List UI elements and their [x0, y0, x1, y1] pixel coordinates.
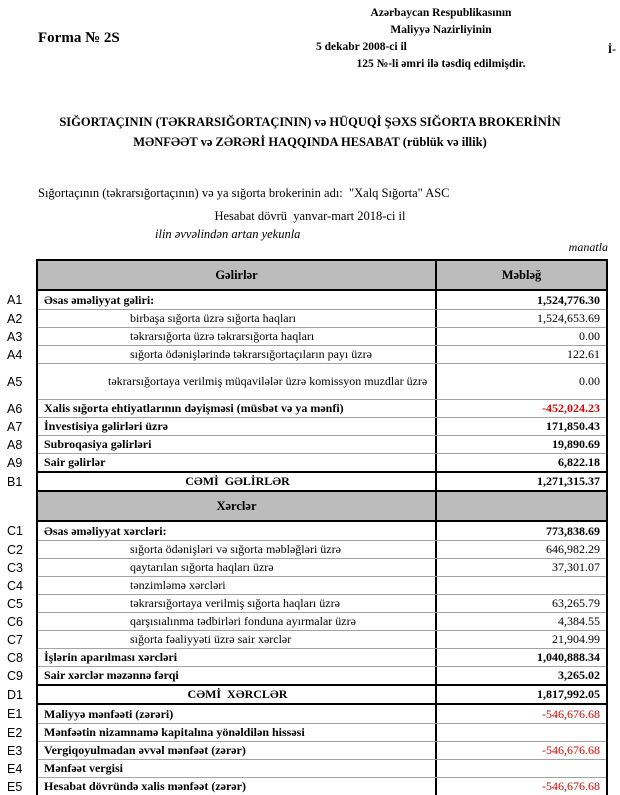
table-row-C8 [7, 648, 606, 666]
row-code: A7 [7, 419, 23, 434]
row-code: A6 [7, 401, 23, 416]
row-amount: 1,524,653.69 [537, 311, 600, 325]
approval-order-prefix: İ- [607, 44, 616, 56]
row-description: sığorta fəaliyyəti üzrə sair xərclər [38, 631, 437, 648]
income-section-header [38, 261, 606, 291]
row-description: Mənfəətin nizamnamə kapitalına yönəldilən hissəsi [38, 724, 437, 741]
row-description: qarşısıalınma tədbirləri fonduna ayırmalar üzrə [38, 613, 437, 630]
row-code: C8 [7, 650, 23, 665]
row-code: A3 [7, 329, 23, 344]
currency-note: manatla [568, 240, 608, 254]
row-code: C7 [7, 632, 23, 647]
row-amount: 122.61 [567, 347, 600, 361]
row-amount: 4,384.55 [558, 614, 600, 628]
row-description: Subroqasiya gəlirləri [38, 436, 437, 453]
row-description: qaytarılan sığorta haqları üzrə [38, 559, 437, 576]
row-amount: 1,040,888.34 [537, 650, 600, 664]
row-description: Vergiqoyulmadan əvvəl mənfəət (zərər) [38, 742, 437, 759]
table-row-C9 [7, 666, 606, 684]
row-code: A2 [7, 311, 23, 326]
row-amount: 63,265.79 [552, 596, 600, 610]
insurer-name-label: Sığortaçının (təkrarsığortaçının) və ya sığorta brokerinin adı: [38, 186, 343, 200]
table-row-A2 [7, 309, 606, 327]
cumulative-note: ilin əvvəlindən artan yekunla [155, 227, 301, 241]
row-description: İnvestisiya gəlirləri üzrə [38, 418, 437, 435]
row-amount: 0.00 [579, 329, 600, 343]
table-row-E3 [7, 741, 606, 759]
row-description: Mənfəət vergisi [38, 760, 437, 777]
row-description: tənzimləmə xərcləri [38, 577, 437, 594]
table-row-A1 [7, 291, 606, 309]
row-amount: 0.00 [579, 374, 600, 388]
row-amount: 646,982.29 [546, 542, 600, 556]
table-row-A5 [7, 363, 606, 399]
row-code: C6 [7, 614, 23, 629]
expense-header-amount-col [437, 492, 606, 520]
row-description: Sair xərclər məzənnə fərqi [38, 667, 437, 684]
row-code: B1 [7, 474, 23, 489]
row-amount: -546,676.68 [542, 706, 600, 721]
approval-line-4: 125 №-li əmri ilə təsdiq edilmişdir. [356, 58, 526, 70]
row-amount: 171,850.43 [546, 419, 600, 433]
row-code: A8 [7, 437, 23, 452]
row-code: A1 [7, 293, 23, 307]
row-code: C9 [7, 668, 23, 683]
row-description: təkrarsığortaya verilmiş sığorta haqları üzrə [38, 595, 437, 612]
table-row-E5 [7, 777, 606, 795]
row-description: birbaşa sığorta üzrə sığorta haqları [38, 310, 437, 327]
table-row-E4 [7, 759, 606, 777]
row-code: E4 [7, 761, 23, 776]
row-description: Əsas əməliyyat gəliri: [38, 291, 437, 309]
row-description: sığorta ödənişləri və sığorta məbləğləri üzrə [38, 541, 437, 558]
insurer-name-line [38, 186, 450, 201]
table-row-A3 [7, 327, 606, 345]
row-amount: -546,676.68 [542, 743, 600, 757]
insurer-name-value: "Xalq Sığorta" ASC [349, 186, 450, 200]
row-code: D1 [7, 687, 23, 702]
row-code: E3 [7, 743, 23, 758]
income-rows [7, 291, 606, 492]
table-row-A8 [7, 435, 606, 453]
row-amount: 19,890.69 [552, 437, 600, 451]
table-row-E1 [7, 705, 606, 723]
expense-section-header [38, 492, 606, 522]
row-amount: 37,301.07 [552, 560, 600, 574]
table-row-B1 [7, 471, 606, 492]
row-amount [437, 577, 606, 594]
table-row-D1 [7, 684, 606, 705]
expense-rows [7, 522, 606, 795]
row-description: sığorta ödənişlərində təkrarsığortaçıların payı üzrə [38, 346, 437, 363]
table-row-C7 [7, 630, 606, 648]
row-description: Hesabat dövründə xalis mənfəət (zərər) [38, 778, 437, 795]
document-title: SIĞORTAÇININ (TƏKRARSIĞORTAÇININ) və HÜQUQİ ŞƏXS SIĞORTA BROKERİNİN MƏNFƏƏT və ZƏRƏRİ HAQQINDA HESABAT (rüblük və illik) [59, 115, 561, 149]
table-row-C4 [7, 576, 606, 594]
row-amount [437, 724, 606, 741]
table-row-C2 [7, 540, 606, 558]
row-code: C2 [7, 542, 23, 557]
table-row-A7 [7, 417, 606, 435]
table-row-C5 [7, 594, 606, 612]
approval-line-1: Azərbaycan Respublikasının [370, 7, 512, 19]
row-code: E5 [7, 779, 23, 794]
row-amount: 21,904.99 [552, 632, 600, 646]
income-header-name-col: Gəlirlər [38, 261, 437, 289]
row-amount: 1,817,992.05 [537, 687, 600, 701]
approval-block [300, 5, 582, 73]
row-amount: 1,524,776.30 [537, 292, 600, 307]
row-code: A9 [7, 455, 23, 470]
form-code: Forma № 2S [38, 30, 120, 46]
row-description: Maliyyə mənfəəti (zərəri) [38, 705, 437, 723]
row-code: C1 [7, 524, 23, 538]
approval-line-2: Maliyyə Nazirliyinin [390, 24, 492, 36]
amount-header-col: Məbləğ [501, 267, 542, 282]
row-description: təkrarsığorta üzrə təkrarsığorta haqları [38, 328, 437, 345]
row-code: C4 [7, 578, 23, 593]
row-description: İşlərin aparılması xərcləri [38, 649, 437, 666]
row-code: E1 [7, 707, 23, 721]
row-amount: 1,271,315.37 [537, 474, 600, 488]
row-description: təkrarsığortaya verilmiş müqavilələr üzrə komissyon muzdlar üzrə [38, 364, 437, 399]
row-description: Əsas əməliyyat xərcləri: [38, 522, 437, 540]
table-row-E2 [7, 723, 606, 741]
approval-line-3: 5 dekabr 2008-ci il [316, 41, 407, 53]
row-amount: -452,024.23 [542, 401, 600, 415]
table-row-A6 [7, 399, 606, 417]
row-code: E2 [7, 725, 23, 740]
row-description: Xalis sığorta ehtiyatlarının dəyişməsi (müsbət və ya mənfi) [38, 400, 437, 417]
table-row-C6 [7, 612, 606, 630]
expense-header-name-col: Xərclər [38, 492, 437, 520]
row-amount: 773,838.69 [546, 523, 600, 538]
table-row-C1 [7, 522, 606, 540]
row-amount: 3,265.02 [558, 668, 600, 682]
row-code: C5 [7, 596, 23, 611]
row-code: A4 [7, 347, 23, 362]
table-row-A4 [7, 345, 606, 363]
row-amount: -546,676.68 [542, 779, 600, 793]
table-row-A9 [7, 453, 606, 471]
row-description: CƏMİ GƏLİRLƏR [38, 473, 437, 490]
row-code: A5 [7, 374, 23, 389]
row-description: Sair gəlirlər [38, 454, 437, 471]
row-description: CƏMİ XƏRCLƏR [38, 686, 437, 703]
table-row-C3 [7, 558, 606, 576]
reporting-period: Hesabat dövrü yanvar-mart 2018-ci il [214, 209, 406, 223]
row-amount [437, 760, 606, 777]
profit-loss-table [7, 259, 608, 795]
row-amount: 6,822.18 [558, 455, 600, 469]
row-code: C3 [7, 560, 23, 575]
